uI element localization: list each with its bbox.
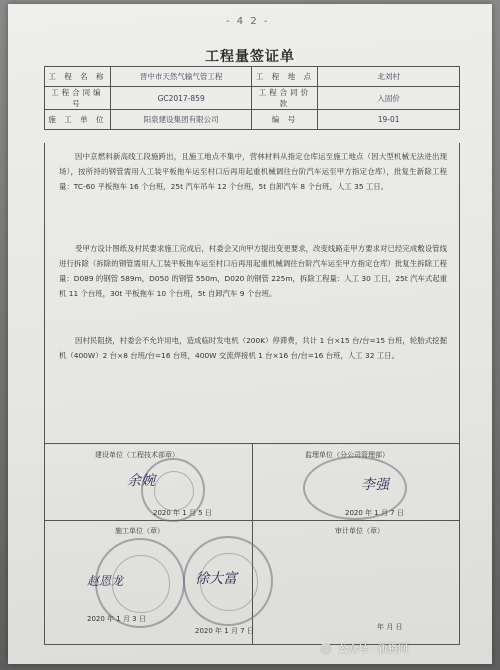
number-label: 编 号 <box>252 110 318 130</box>
project-name-value: 晋中市天然气输气管工程 <box>110 67 252 87</box>
watermark <box>320 640 408 655</box>
contract-price-value: 入固价 <box>318 87 460 110</box>
wechat-icon <box>320 643 332 655</box>
contractor-value: 阳泉建设集团有限公司 <box>110 110 252 130</box>
project-name-label: 工 程 名 称 <box>45 67 111 87</box>
signoff-divider-horizontal <box>45 520 459 521</box>
content-box <box>44 143 460 443</box>
supervisor-signature: 李强 <box>361 477 389 493</box>
construction-signature: 赵恩龙 <box>87 574 124 588</box>
supervisor-label: 监理单位（分公司管理部） <box>305 451 389 459</box>
paragraph-1: 因中京燃料新高线工段施跨出，且施工地点不集中，营林材料从指定仓库运至施工地点（因大型机械无法进出现场），按所持的钢管需用人工装平板拖车运至村口后再用起重机械调往台阶汽车运至甲方指定仓库），批复生新除工程量：TC-60 平板拖车 16 个台班，25t 汽车吊车 12 个台班，5t 自卸汽车 8 个台班，人工 35 工日。 <box>59 152 447 191</box>
builder-signature: 余婉 <box>127 473 155 489</box>
contract-price-label: 工程合同价款 <box>252 87 318 110</box>
supervisor-date: 2020 年 1 月 7 日 <box>345 509 404 517</box>
number-value: 19-01 <box>318 110 460 130</box>
signoff-grid <box>44 443 460 645</box>
document-page <box>8 4 492 664</box>
document-title: 工程量签证单 <box>205 49 295 65</box>
construction-label: 施工单位（章） <box>115 527 164 535</box>
location-label: 工 程 地 点 <box>252 67 318 87</box>
location-value: 北刘村 <box>318 67 460 87</box>
construction-signature-2: 徐大富 <box>195 571 237 587</box>
builder-label: 建设单位（工程技术部章） <box>95 451 179 459</box>
audit-date: 年 月 日 <box>377 623 403 631</box>
builder-date: 2020 年 1 月 5 日 <box>153 509 212 517</box>
paragraph-2: 受甲方设计图纸及村民要求施工完成后，村委会又向甲方提出变更要求，改变线路走甲方要求对已经完成敷设管线进行拆除（拆除的钢管需用人工装平板拖车运至村口后再用起重机械调往台阶汽车运至甲方指定仓库）批复生拆除工程量：D089 的钢管 589m，D050 的钢管 550m，D020 的钢管 225m，拆除工程量：人工 30 工日，25t 汽车式起重机 11 个台班，30t 平板拖车 10 个台班，5t 自卸汽车 9 个台班。 <box>59 244 447 298</box>
contract-no-label: 工程合同编号 <box>45 87 111 110</box>
watermark-text: 公众号 · 新腾网 <box>338 644 408 655</box>
audit-label: 审计单位（章） <box>335 527 384 535</box>
info-table <box>44 66 460 130</box>
contract-no-value: GC2017-859 <box>110 87 252 110</box>
audit-bottom-date: 2020 年 1 月 7 日 <box>195 627 254 635</box>
page-number: - 4 2 - <box>226 16 270 27</box>
contractor-label: 施 工 单 位 <box>45 110 111 130</box>
construction-date: 2020 年 1 月 3 日 <box>87 615 146 623</box>
paragraph-3: 因村民阻挠，村委会不允许用电，造成临时发电机（200K）停滞费，共计 1 台×15 台/台=15 台班，轮胎式挖掘机（400W）2 台×8 台班/台=16 台班，400W 交流焊接机 1 台×16 台/台=16 台班，人工 32 工日。 <box>59 336 447 360</box>
